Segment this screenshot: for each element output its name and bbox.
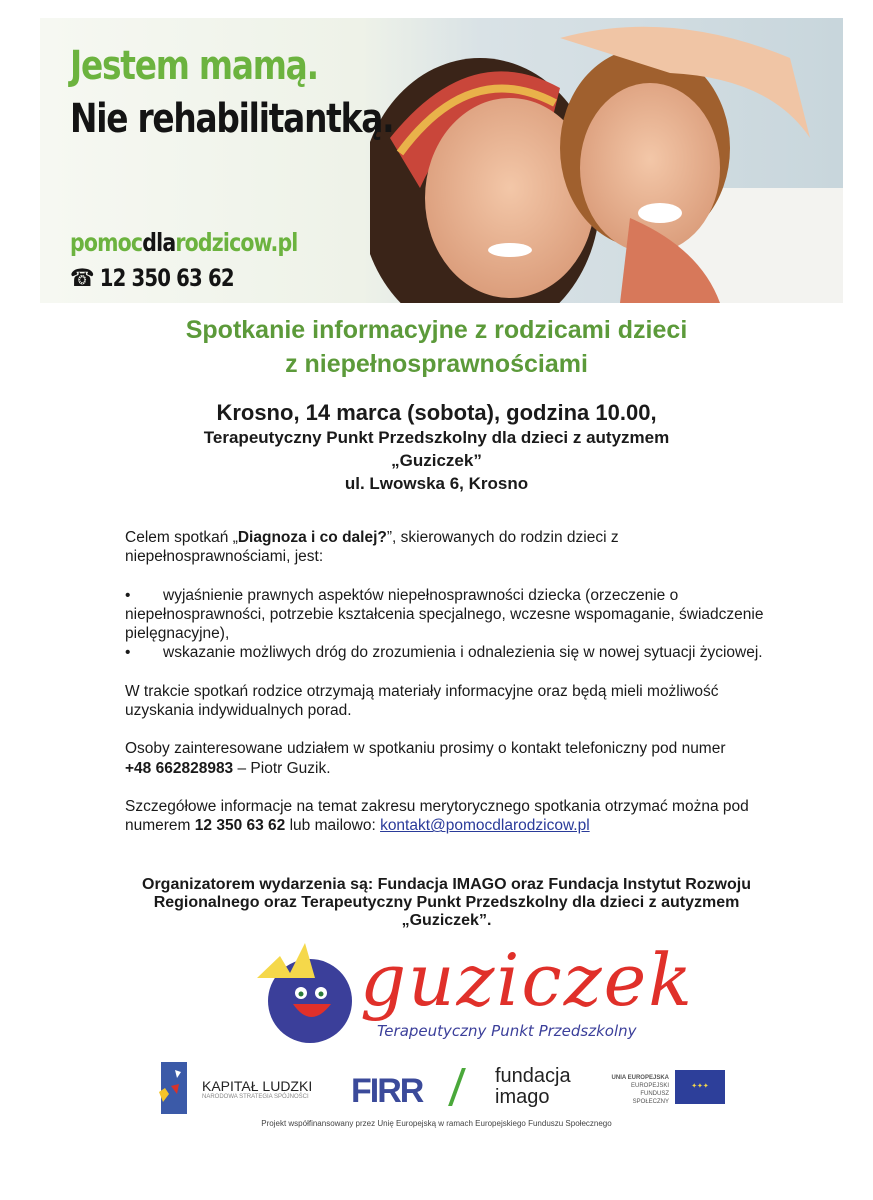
email-link[interactable]: kontakt@pomocdlarodzicow.pl bbox=[380, 817, 590, 835]
telephone-icon: ☎ bbox=[70, 264, 94, 292]
slash-divider bbox=[448, 1068, 466, 1106]
headline-black: Nie rehabilitantką. bbox=[70, 96, 394, 142]
materials-paragraph: W trakcie spotkań rodzice otrzymają materiały informacyjne oraz będą mieli możliwość uzyskania indywidualnych porad. bbox=[125, 682, 719, 720]
bullet-item: • wyjaśnienie prawnych aspektów niepełnosprawności dziecka (orzeczenie o niepełnosprawności, potrzebie kształcenia specjalnego, wczesne wspomaganie, świadczenie pielęgnacyjne), bbox=[125, 586, 764, 643]
details-paragraph: Szczegółowe informacje na temat zakresu merytorycznego spotkania otrzymać można pod numerem 12 350 63 62 lub mailowo: kontakt@pomocdlarodzicow.pl bbox=[125, 797, 749, 835]
button-face-icon bbox=[245, 938, 365, 1050]
banner-phone: ☎ 12 350 63 62 bbox=[70, 264, 234, 292]
fundacja-imago-logo: fundacja imago bbox=[495, 1065, 571, 1108]
contact-paragraph: Osoby zainteresowane udziałem w spotkaniu prosimy o kontakt telefoniczny pod numer +48 662828983 – Piotr Guzik. bbox=[125, 740, 726, 777]
sponsor-logos bbox=[155, 1060, 735, 1120]
event-venue: Terapeutyczny Punkt Przedszkolny dla dzieci z autyzmem bbox=[203, 428, 670, 447]
kapital-ludzki-label: KAPITAŁ LUDZKI bbox=[202, 1078, 313, 1094]
mother-and-child-photo bbox=[370, 18, 843, 303]
guziczek-logo bbox=[245, 938, 694, 1050]
eu-flag-icon: ✦✦✦ bbox=[675, 1070, 725, 1104]
firr-logo: FIRR bbox=[351, 1072, 423, 1110]
event-title-line2: z niepełnosprawnościami bbox=[285, 350, 588, 378]
intro-paragraph: Celem spotkań „Diagnoza i co dalej?”, skierowanych do rodzin dzieci z niepełnosprawnościami, jest: bbox=[125, 529, 619, 566]
event-date: Krosno, 14 marca (sobota), godzina 10.00, bbox=[216, 400, 657, 425]
kapital-ludzki-star-icon bbox=[155, 1062, 187, 1114]
event-title-line1: Spotkanie informacyjne z rodzicami dzieci bbox=[185, 316, 688, 344]
eu-label: UNIA EUROPEJSKA EUROPEJSKI FUNDUSZ SPOŁECZNY bbox=[611, 1075, 669, 1105]
website-link[interactable]: pomocdlarodzicow.pl bbox=[70, 228, 298, 257]
headline-green: Jestem mamą. bbox=[70, 43, 318, 89]
bullet-item: • wskazanie możliwych dróg do zrozumienia i odnalezienia się w nowej sytuacji życiowej. bbox=[125, 644, 763, 662]
logo-wordmark: guziczek bbox=[360, 938, 694, 1022]
kapital-ludzki-sub: NARODOWA STRATEGIA SPÓJNOŚCI bbox=[202, 1094, 309, 1100]
organizers-text: Organizatorem wydarzenia są: Fundacja IMAGO oraz Fundacja Instytut Rozwoju Regionalnego oraz Terapeutyczny Punkt Przedszkolny dla dzieci z autyzmem „Guziczek”. bbox=[142, 876, 751, 929]
body-text bbox=[125, 528, 765, 855]
cofinancing-note: Projekt współfinansowany przez Unię Europejską w ramach Europejskiego Funduszu Społecznego bbox=[261, 1119, 612, 1128]
logo-tagline: Terapeutyczny Punkt Przedszkolny bbox=[377, 1022, 637, 1040]
event-address: ul. Lwowska 6, Krosno bbox=[344, 474, 529, 493]
event-venue-name: „Guziczek” bbox=[391, 451, 482, 470]
header-banner bbox=[40, 18, 843, 303]
